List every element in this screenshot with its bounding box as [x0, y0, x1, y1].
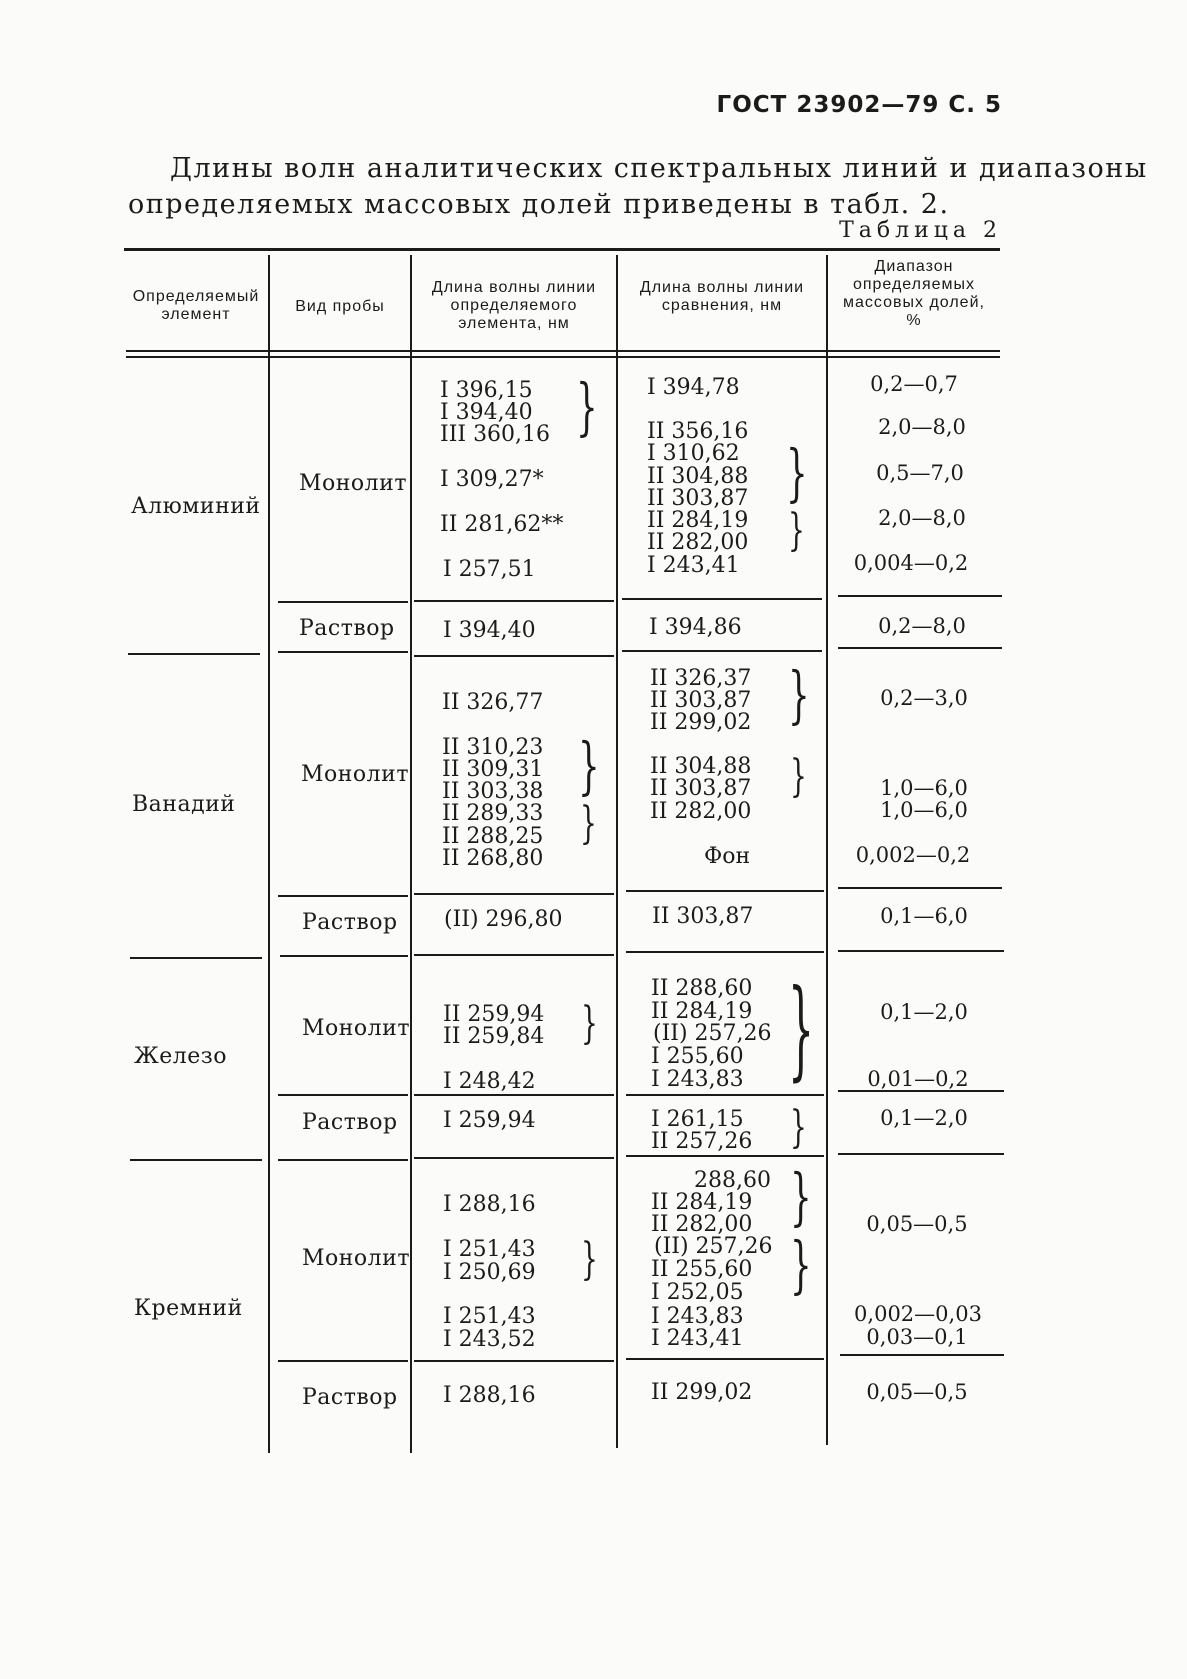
probe-monolith-v: Монолит — [301, 762, 409, 787]
si-mono-cmp-2: II 284,19 — [651, 1190, 753, 1215]
si-mono-cmp-4: (II) 257,26 — [654, 1234, 773, 1259]
v-mono-el-5: II 289,33 — [442, 801, 544, 826]
col-header-probe — [270, 298, 410, 316]
element-iron: Железо — [134, 1044, 227, 1069]
fe-mono-cmp-4: I 255,60 — [651, 1044, 744, 1069]
si-mono-cmp-7: I 243,83 — [651, 1304, 744, 1329]
brace-icon: } — [581, 998, 598, 1049]
rule — [130, 1159, 262, 1161]
probe-monolith-si: Монолит — [302, 1246, 410, 1271]
v-mono-cmp-6: II 282,00 — [650, 799, 752, 824]
rule — [414, 600, 614, 602]
al-mono-cmp-2: II 356,16 — [647, 419, 749, 444]
col-divider-2 — [410, 255, 412, 1453]
si-mono-cmp-5: II 255,60 — [651, 1257, 753, 1282]
col-header-line-cmp-l2: сравнения, нм — [661, 297, 783, 314]
fe-mono-el-3: I 248,42 — [443, 1069, 536, 1094]
col-header-line-cmp — [618, 279, 826, 315]
v-mono-el-1: II 326,77 — [442, 690, 544, 715]
rule — [128, 653, 260, 655]
brace-icon: } — [788, 505, 805, 556]
al-mono-range-1: 0,2—0,7 — [870, 372, 958, 396]
col-header-range-l3: массовых долей, — [843, 294, 985, 311]
si-mono-el-4: I 251,43 — [443, 1304, 536, 1329]
intro-line-1: Длины волн аналитических спектральных линий и диапазоны — [170, 153, 1148, 184]
probe-monolith-fe: Монолит — [302, 1016, 410, 1041]
si-mono-cmp-6: I 252,05 — [651, 1280, 744, 1305]
col-header-range-l4: % — [906, 312, 922, 329]
v-mono-el-4: II 303,38 — [442, 779, 544, 804]
brace-icon: } — [790, 1160, 812, 1233]
rule — [626, 1155, 824, 1157]
al-sol-cmp: I 394,86 — [649, 615, 742, 640]
rule — [278, 601, 408, 603]
al-sol-range: 0,2—8,0 — [878, 614, 966, 638]
rule — [414, 893, 614, 895]
brace-icon: } — [786, 436, 808, 509]
col-header-line-cmp-l1: Длина волны линии — [639, 279, 805, 296]
element-vanadium: Ванадий — [132, 792, 236, 817]
al-mono-range-4: 2,0—8,0 — [878, 506, 966, 530]
table-label: Таблица 2 — [839, 218, 1002, 243]
v-mono-range-4: 0,002—0,2 — [855, 843, 971, 867]
rule — [838, 647, 1002, 649]
rule — [414, 1157, 614, 1159]
al-mono-el-1: I 396,15 — [440, 378, 533, 403]
si-mono-cmp-1: 288,60 — [694, 1168, 771, 1193]
si-mono-el-2: I 251,43 — [443, 1237, 536, 1262]
probe-solution-al: Раствор — [299, 616, 395, 641]
col-header-range-l1: Диапазон — [874, 258, 954, 275]
brace-icon: } — [788, 658, 810, 731]
al-sol-el: I 394,40 — [443, 618, 536, 643]
col-header-line-el-l2: определяемого — [450, 297, 578, 314]
rule — [278, 1159, 408, 1161]
fe-sol-cmp-2: II 257,26 — [651, 1129, 753, 1154]
brace-icon: } — [790, 1102, 807, 1153]
al-mono-cmp-6: II 284,19 — [647, 508, 749, 533]
rule — [838, 887, 1002, 889]
brace-icon: } — [788, 967, 815, 1092]
element-aluminium: Алюминий — [131, 494, 261, 519]
fe-sol-range: 0,1—2,0 — [880, 1106, 968, 1130]
col-divider-3 — [616, 255, 618, 1448]
v-mono-range-2: 1,0—6,0 — [880, 776, 968, 800]
table-top-rule — [124, 248, 1000, 251]
rule — [280, 955, 408, 957]
rule — [278, 1094, 408, 1096]
rule — [278, 895, 408, 897]
si-sol-range: 0,05—0,5 — [866, 1380, 968, 1404]
si-mono-cmp-3: II 282,00 — [651, 1212, 753, 1237]
al-mono-cmp-1: I 394,78 — [647, 375, 740, 400]
rule — [130, 957, 262, 959]
v-mono-el-2: II 310,23 — [442, 735, 544, 760]
v-mono-el-3: II 309,31 — [442, 757, 544, 782]
al-mono-el-6: I 257,51 — [443, 557, 536, 582]
rule — [838, 595, 1002, 597]
fe-mono-cmp-2: II 284,19 — [651, 999, 753, 1024]
si-sol-cmp: II 299,02 — [651, 1380, 753, 1405]
al-mono-range-2: 2,0—8,0 — [878, 415, 966, 439]
rule — [414, 655, 614, 657]
al-mono-cmp-8: I 243,41 — [647, 553, 740, 578]
probe-monolith-al: Монолит — [299, 471, 407, 496]
v-mono-el-7: II 268,80 — [442, 846, 544, 871]
fe-sol-el: I 259,94 — [443, 1108, 536, 1133]
fe-mono-el-1: II 259,94 — [443, 1002, 545, 1027]
v-mono-cmp-5: II 303,87 — [650, 776, 752, 801]
probe-solution-fe: Раствор — [302, 1110, 398, 1135]
fe-mono-range-1: 0,1—2,0 — [880, 1000, 968, 1024]
rule — [838, 1153, 1004, 1155]
si-mono-el-5: I 243,52 — [443, 1327, 536, 1352]
page-header: ГОСТ 23902—79 С. 5 — [716, 92, 1002, 118]
rule — [626, 890, 824, 892]
al-mono-range-5: 0,004—0,2 — [853, 551, 969, 575]
al-mono-el-3: III 360,16 — [440, 422, 551, 447]
brace-icon: } — [580, 798, 597, 849]
header-rule-2 — [126, 356, 1000, 358]
rule — [838, 950, 1004, 952]
brace-icon: } — [576, 370, 598, 443]
rule — [626, 1094, 824, 1096]
intro-line-2: определяемых массовых долей приведены в табл. 2. — [128, 189, 950, 220]
al-mono-cmp-5: II 303,87 — [647, 486, 749, 511]
col-header-range — [828, 258, 1000, 330]
al-mono-range-3: 0,5—7,0 — [876, 461, 964, 485]
al-mono-el-4: I 309,27* — [440, 467, 544, 492]
al-mono-cmp-4: II 304,88 — [647, 464, 749, 489]
col-header-range-l2: определяемых — [852, 276, 976, 293]
si-mono-range-2: 0,002—0,03 — [854, 1302, 982, 1326]
col-header-line-el-l3: элемента, нм — [458, 315, 570, 332]
fe-mono-range-2: 0,01—0,2 — [867, 1067, 969, 1091]
rule — [622, 650, 822, 652]
si-mono-el-3: I 250,69 — [443, 1260, 536, 1285]
si-mono-cmp-8: I 243,41 — [651, 1326, 744, 1351]
rule — [278, 651, 408, 653]
rule — [840, 1354, 1004, 1356]
fe-mono-cmp-3: (II) 257,26 — [653, 1021, 772, 1046]
v-mono-cmp-3: II 299,02 — [650, 710, 752, 735]
al-mono-el-2: I 394,40 — [440, 400, 533, 425]
v-mono-cmp-4: II 304,88 — [650, 754, 752, 779]
v-sol-range: 0,1—6,0 — [880, 904, 968, 928]
brace-icon: } — [581, 1234, 598, 1285]
v-mono-range-3: 1,0—6,0 — [880, 798, 968, 822]
col-header-element-l2: элемент — [161, 306, 231, 323]
al-mono-cmp-3: I 310,62 — [647, 441, 740, 466]
rule — [278, 1360, 408, 1362]
rule — [414, 1094, 614, 1096]
rule — [622, 598, 822, 600]
rule — [414, 954, 614, 956]
si-mono-range-1: 0,05—0,5 — [866, 1212, 968, 1236]
v-mono-cmp-7: Фон — [704, 844, 751, 869]
header-rule-1 — [126, 350, 1000, 352]
col-header-element — [124, 288, 268, 324]
brace-icon: } — [578, 729, 600, 802]
col-header-line-el — [412, 279, 616, 333]
brace-icon: } — [790, 1228, 812, 1301]
al-mono-el-5: II 281,62** — [440, 512, 564, 537]
element-silicon: Кремний — [134, 1296, 243, 1321]
col-divider-1 — [268, 255, 270, 1453]
v-mono-cmp-1: II 326,37 — [650, 666, 752, 691]
fe-mono-cmp-5: I 243,83 — [651, 1067, 744, 1092]
v-mono-range-1: 0,2—3,0 — [880, 686, 968, 710]
rule — [626, 951, 824, 953]
v-mono-el-6: II 288,25 — [442, 824, 544, 849]
brace-icon: } — [790, 751, 807, 802]
si-mono-range-3: 0,03—0,1 — [866, 1325, 968, 1349]
col-header-element-l1: Определяемый — [132, 288, 260, 305]
si-sol-el: I 288,16 — [443, 1383, 536, 1408]
v-sol-cmp: II 303,87 — [652, 904, 754, 929]
rule — [626, 1358, 824, 1360]
al-mono-cmp-7: II 282,00 — [647, 530, 749, 555]
fe-mono-cmp-1: II 288,60 — [651, 976, 753, 1001]
col-header-line-el-l1: Длина волны линии — [431, 279, 597, 296]
probe-solution-v: Раствор — [302, 910, 398, 935]
v-mono-cmp-2: II 303,87 — [650, 688, 752, 713]
si-mono-el-1: I 288,16 — [443, 1192, 536, 1217]
rule — [414, 1360, 614, 1362]
v-sol-el: (II) 296,80 — [444, 907, 563, 932]
fe-sol-cmp-1: I 261,15 — [651, 1107, 744, 1132]
fe-mono-el-2: II 259,84 — [443, 1024, 545, 1049]
col-header-probe-l1: Вид пробы — [295, 298, 385, 315]
probe-solution-si: Раствор — [302, 1385, 398, 1410]
